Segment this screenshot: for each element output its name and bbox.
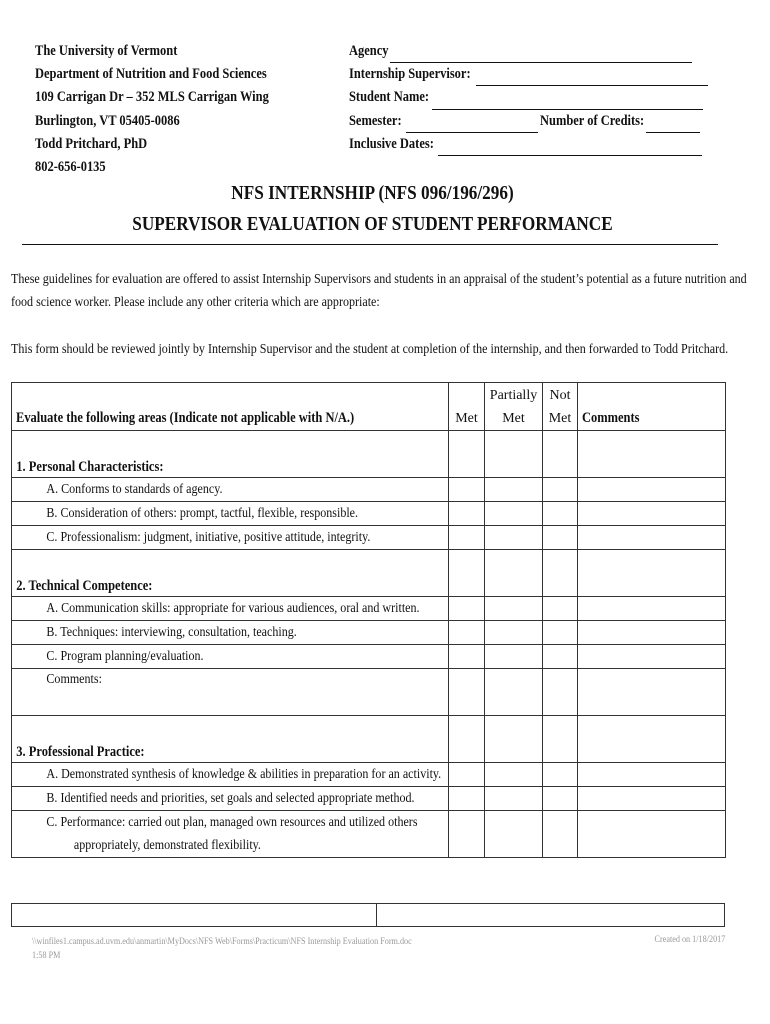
not-met-checkbox-cell[interactable] (543, 669, 578, 716)
not-met-header-line1: Not (549, 387, 571, 403)
semester-field[interactable] (406, 118, 538, 133)
met-checkbox-cell[interactable] (449, 669, 485, 716)
footer-path: \\winfiles1.campus.ad.uvm.edu\anmartin\MyDocs\NFS Web\Forms\Practicum\NFS Internship Evaluation Form.doc (32, 937, 412, 947)
not-met-checkbox-cell[interactable] (543, 621, 578, 645)
partially-met-checkbox-cell[interactable] (485, 526, 543, 550)
intro-line-2: food science worker. Please include any other criteria which are appropriate: (11, 295, 380, 310)
credits-label: Number of Credits: (540, 112, 645, 129)
table-row (12, 597, 726, 621)
title-divider (22, 244, 718, 245)
credits-field[interactable] (646, 118, 700, 133)
met-checkbox-cell[interactable] (449, 431, 485, 478)
partially-met-header-line1: Partially (489, 387, 538, 403)
department-name: Department of Nutrition and Food Sciences (35, 66, 267, 83)
signature-box (11, 903, 725, 927)
criterion-2b: B. Techniques: interviewing, consultation, teaching. (46, 624, 297, 640)
met-checkbox-cell[interactable] (449, 811, 485, 858)
agency-field[interactable] (390, 48, 692, 63)
partially-met-checkbox-cell[interactable] (485, 621, 543, 645)
section-title-professional: 3. Professional Practice: (16, 744, 145, 760)
table-row (12, 526, 726, 550)
supervisor-field[interactable] (476, 71, 708, 86)
comments-header-cell (578, 383, 726, 431)
comments-cell[interactable] (578, 478, 726, 502)
section-row-technical (12, 550, 726, 597)
contact-name: Todd Pritchard, PhD (35, 135, 148, 152)
table-row (12, 669, 726, 716)
not-met-checkbox-cell[interactable] (543, 597, 578, 621)
comments-cell[interactable] (578, 526, 726, 550)
signature-cell-right[interactable] (377, 904, 725, 927)
comments-cell[interactable] (578, 502, 726, 526)
city-state-zip: Burlington, VT 05405-0086 (35, 112, 180, 129)
comments-cell[interactable] (578, 669, 726, 716)
not-met-header-cell (543, 383, 578, 431)
not-met-header-line2: Met (548, 410, 572, 426)
review-instructions: This form should be reviewed jointly by Internship Supervisor and the student at completion of the internship, and then forwarded to Todd Pritchard. (11, 342, 729, 357)
footer-created-date: Created on 1/18/2017 (654, 935, 725, 945)
criterion-1c: C. Professionalism: judgment, initiative, positive attitude, integrity. (46, 529, 371, 545)
contact-phone: 802-656-0135 (35, 159, 106, 176)
partially-met-checkbox-cell[interactable] (485, 787, 543, 811)
footer-time: 1:58 PM (32, 951, 61, 961)
met-checkbox-cell[interactable] (449, 597, 485, 621)
intro-line-1: These guidelines for evaluation are offered to assist Internship Supervisors and students in an appraisal of the student’s potential as a future nutrition and (11, 272, 747, 287)
partially-met-checkbox-cell[interactable] (485, 597, 543, 621)
partially-met-checkbox-cell[interactable] (485, 669, 543, 716)
table-row (12, 645, 726, 669)
semester-label: Semester: (349, 112, 402, 129)
not-met-checkbox-cell[interactable] (543, 811, 578, 858)
table-row (12, 502, 726, 526)
student-info-fields (349, 40, 708, 156)
not-met-checkbox-cell[interactable] (543, 502, 578, 526)
comments-cell[interactable] (578, 811, 726, 858)
comments-cell[interactable] (578, 550, 726, 597)
technical-comments-label: Comments: (46, 672, 102, 687)
partially-met-checkbox-cell[interactable] (485, 550, 543, 597)
met-header-cell (449, 383, 485, 431)
comments-cell[interactable] (578, 763, 726, 787)
not-met-checkbox-cell[interactable] (543, 478, 578, 502)
comments-cell[interactable] (578, 597, 726, 621)
areas-header: Evaluate the following areas (Indicate not applicable with N/A.) (16, 410, 355, 426)
partially-met-header-cell (485, 383, 543, 431)
table-row (12, 621, 726, 645)
table-row (12, 787, 726, 811)
inclusive-dates-field[interactable] (438, 141, 702, 156)
table-row (12, 811, 726, 858)
not-met-checkbox-cell[interactable] (543, 526, 578, 550)
not-met-checkbox-cell[interactable] (543, 716, 578, 763)
form-title-line2: SUPERVISOR EVALUATION OF STUDENT PERFORMANCE (132, 213, 613, 235)
comments-cell[interactable] (578, 645, 726, 669)
section-row-personal (12, 431, 726, 478)
criterion-2a: A. Communication skills: appropriate for various audiences, oral and written. (46, 600, 420, 616)
criterion-3c-continuation: appropriately, demonstrated flexibility. (73, 838, 261, 853)
criterion-2c: C. Program planning/evaluation. (46, 648, 204, 664)
partially-met-checkbox-cell[interactable] (485, 811, 543, 858)
criterion-3c: C. Performance: carried out plan, managed own resources and utilized others (46, 815, 418, 830)
met-checkbox-cell[interactable] (449, 550, 485, 597)
met-checkbox-cell[interactable] (449, 502, 485, 526)
met-header: Met (455, 411, 478, 426)
partially-met-header-line2: Met (502, 410, 525, 426)
areas-header-cell (12, 383, 449, 431)
met-checkbox-cell[interactable] (449, 526, 485, 550)
partially-met-checkbox-cell[interactable] (485, 716, 543, 763)
footer-file-info (32, 935, 412, 963)
table-header-row (12, 383, 726, 431)
comments-cell[interactable] (578, 431, 726, 478)
form-title-line1: NFS INTERNSHIP (NFS 096/196/296) (231, 182, 514, 204)
comments-cell[interactable] (578, 787, 726, 811)
partially-met-checkbox-cell[interactable] (485, 431, 543, 478)
partially-met-checkbox-cell[interactable] (485, 763, 543, 787)
department-address-block (35, 40, 269, 179)
criterion-3b: B. Identified needs and priorities, set goals and selected appropriate method. (46, 790, 415, 806)
evaluation-table (11, 382, 726, 858)
criterion-1b: B. Consideration of others: prompt, tactful, flexible, responsible. (46, 505, 359, 521)
table-row (12, 478, 726, 502)
section-title-technical: 2. Technical Competence: (16, 578, 153, 594)
met-checkbox-cell[interactable] (449, 645, 485, 669)
not-met-checkbox-cell[interactable] (543, 763, 578, 787)
section-row-professional (12, 716, 726, 763)
inclusive-dates-label: Inclusive Dates: (349, 135, 434, 152)
intro-paragraph (11, 268, 747, 314)
met-checkbox-cell[interactable] (449, 787, 485, 811)
supervisor-label: Internship Supervisor: (349, 66, 471, 83)
not-met-checkbox-cell[interactable] (543, 431, 578, 478)
met-checkbox-cell[interactable] (449, 763, 485, 787)
table-row (12, 763, 726, 787)
street-address: 109 Carrigan Dr – 352 MLS Carrigan Wing (35, 89, 269, 106)
not-met-checkbox-cell[interactable] (543, 645, 578, 669)
section-title-personal: 1. Personal Characteristics: (16, 459, 164, 475)
student-name-label: Student Name: (349, 89, 430, 106)
met-checkbox-cell[interactable] (449, 716, 485, 763)
agency-label: Agency (349, 43, 389, 59)
partially-met-checkbox-cell[interactable] (485, 478, 543, 502)
criterion-3a: A. Demonstrated synthesis of knowledge & abilities in preparation for an activity. (46, 766, 442, 782)
comments-header: Comments (582, 410, 640, 426)
university-name: The University of Vermont (35, 43, 178, 59)
student-name-field[interactable] (432, 95, 703, 110)
not-met-checkbox-cell[interactable] (543, 787, 578, 811)
partially-met-checkbox-cell[interactable] (485, 645, 543, 669)
criterion-1a: A. Conforms to standards of agency. (46, 481, 223, 497)
met-checkbox-cell[interactable] (449, 478, 485, 502)
comments-cell[interactable] (578, 716, 726, 763)
not-met-checkbox-cell[interactable] (543, 550, 578, 597)
comments-cell[interactable] (578, 621, 726, 645)
partially-met-checkbox-cell[interactable] (485, 502, 543, 526)
met-checkbox-cell[interactable] (449, 621, 485, 645)
signature-cell-left[interactable] (12, 904, 377, 927)
